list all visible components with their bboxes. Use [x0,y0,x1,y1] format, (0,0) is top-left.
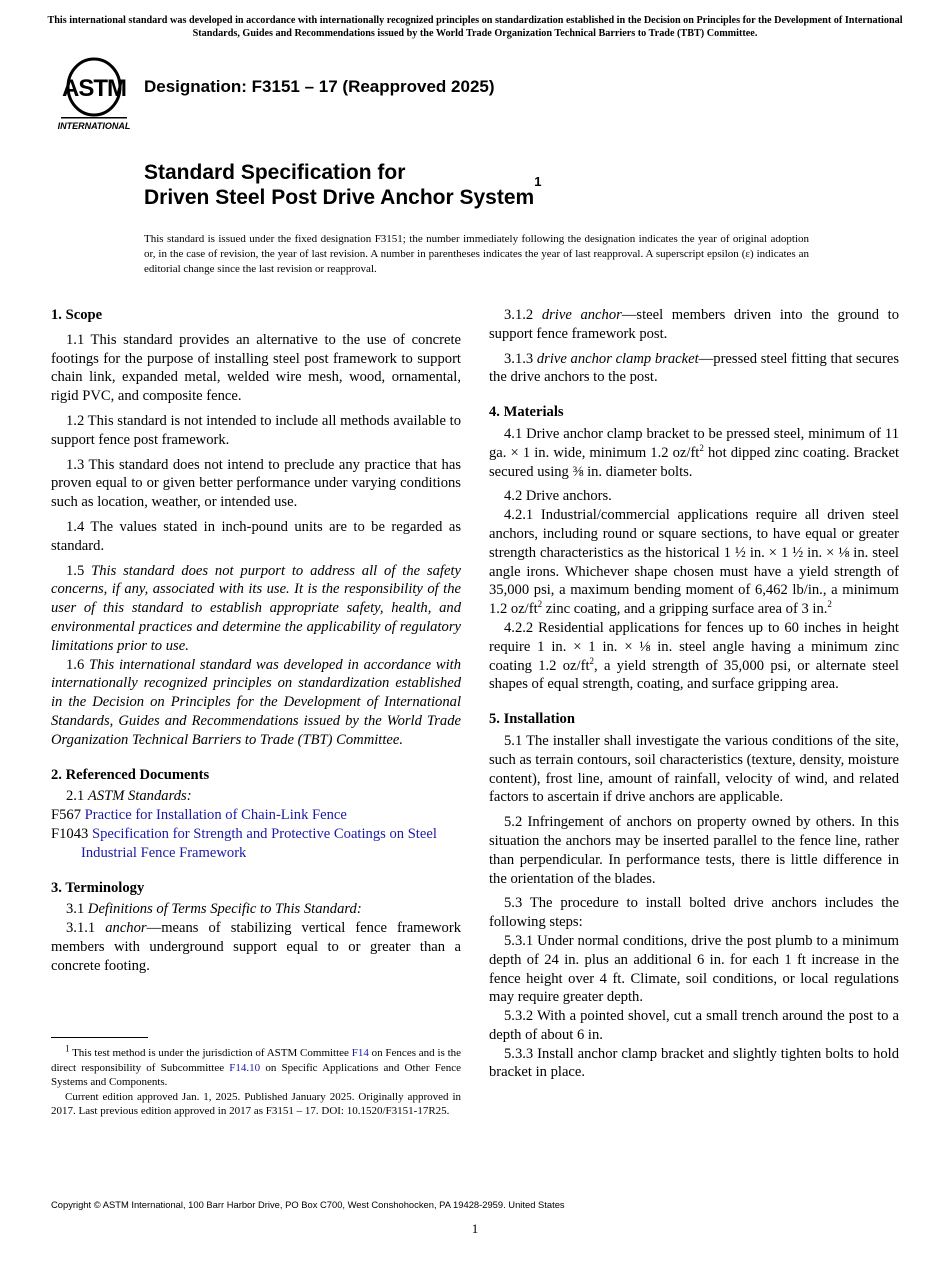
title-line-1: Standard Specification for [144,161,406,184]
paragraph-4-2-2: 4.2.2 Residential applications for fences up to 60 inches in height require 1 in. × 1 in. × ⅛ in. steel angle having a minimum zinc coating 1.2 $oz/ft^2$, a yield strength of 35,000 psi, or alternate steel shapes of equal strength, coating, and surface gripping area. [489,619,899,693]
left-column [51,306,461,976]
paragraph-4-2: 4.2 Drive anchors. [504,488,612,505]
designation: Designation: F3151 – 17 (Reapproved 2025) [144,77,495,96]
paragraph-5-1: 5.1 The installer shall investigate the various conditions of the site, such as terrain contours, soil characteristics (texture, density, moisture content), frost line, amount of rainfall, velocity of wind, and related factors to ascertain if drive anchors are applicable. [489,732,899,806]
committee-link-f14[interactable]: F14 [351,1047,369,1059]
footnotes [51,1043,462,1119]
footnote-divider [51,1037,148,1038]
title-footnote-ref: 1 [534,174,542,189]
reference-link-f1043[interactable]: Specification for Strength and Protective Coatings on Steel Industrial Fence Framework [81,825,437,861]
section-heading-terminology: 3. Terminology [51,879,145,896]
paragraph-3-1-1: 3.1.1 anchor—means of stabilizing vertical fence framework members with underground support equal to or greater than a concrete footing. [51,920,461,974]
section-heading-referenced: 2. Referenced Documents [51,766,210,783]
paragraph-4-2-1: 4.2.1 Industrial/commercial applications require all driven steel anchors, including round or square sections, to have equal or greater strength characteristics as the historical 1 ½ in. × 1 ½ in. × ⅛ in. steel angle irons. Whichever shape chosen must have a yield strength of 35,000 psi, a maximum bending moment of 6,462 lb/in., a minimum 1.2 $oz/ft^2$ zinc coating, and a gripping surface area of 3 in.$^2$ [489,507,899,618]
paragraph-3-1: 3.1 Definitions of Terms Specific to This Standard: [66,901,362,918]
paragraph-1-6: 1.6 This international standard was developed in accordance with internationally recognized principles on standardization established in the Decision on Principles for the Development of International Standards, Guides and Recommendations issued by the World Trade Organization Technical Barriers to Trade (TBT) Committee. [51,656,462,748]
paragraph-5-2: 5.2 Infringement of anchors on property owned by others. In this situation the anchors may be inserted parallel to the fence line, rather than perpendicular. In performance tests, there is little difference in the orientation of the blades. [489,814,899,887]
paragraph-5-3-3: 5.3.3 Install anchor clamp bracket and slightly tighten bolts to hold bracket in place. [489,1045,899,1081]
tbt-banner: This international standard was developed in accordance with internationally recognized principles on standardization established in the Decision on Principles for the Development of International Standards, Guides and Recommendations issued by the World Trade Organization Technical Barriers to Trade (TBT) Committee. [47,15,903,39]
astm-logo [53,57,135,131]
page-number: 1 [471,1221,479,1236]
paragraph-5-3: 5.3 The procedure to install bolted drive anchors includes the following steps: [489,895,899,931]
logo-label: INTERNATIONAL [57,121,131,131]
paragraph-1-3: 1.3 This standard does not intend to preclude any practice that has proven equal to or given better performance under varying conditions such as location, weather, or intended use. [51,456,461,511]
title-line-2: Driven Steel Post Drive Anchor System [144,186,535,209]
paragraph-3-1-2: 3.1.2 drive anchor—steel members driven into the ground to support fence framework post. [489,307,899,342]
issue-note: This standard is issued under the fixed designation F3151; the number immediately following the designation indicates the year of original adoption or, in the case of revision, the year of last revision. A number in parentheses indicates the year of last reapproval. A superscript epsilon (ε) indicates an editorial change since the last revision or reapproval. [144,233,809,275]
reference-link-f567[interactable]: Practice for Installation of Chain-Link Fence [84,807,347,824]
section-heading-materials: 4. Materials [489,404,564,421]
paragraph-2-1: 2.1 ASTM Standards: [66,788,192,805]
paragraph-1-1: 1.1 This standard provides an alternative to the use of concrete footings for the purpose of installing steel post framework to support chain link, expanded metal, welded wire mesh, wood, ornamental, rigid PVC, and composite fence. [51,331,461,405]
footnote-edition: Current edition approved Jan. 1, 2025. Published January 2025. Originally approved in 2017. Last previous edition approved in 2017 as F3151 – 17. DOI: 10.1520/F3151-17R25. [51,1090,461,1117]
paragraph-1-2: 1.2 This standard is not intended to include all methods available to support fence post framework. [51,412,461,448]
paragraph-5-3-2: 5.3.2 With a pointed shovel, cut a small trench around the post to a depth of about 6 in. [489,1008,899,1043]
paragraph-3-1-3: 3.1.3 drive anchor clamp bracket—pressed steel fitting that secures the drive anchors to the post. [489,350,899,386]
subcommittee-link-f14-10[interactable]: F14.10 [229,1061,261,1074]
section-heading-scope: 1. Scope [51,307,103,323]
footnote-1: $^1$ This test method is under the jurisdiction of ASTM Committee F14 on Fences and is the direct responsibility of Subcommittee F14.10 on Specific Applications and Other Fence Systems and Components. [51,1043,462,1088]
paragraph-4-1: 4.1 Drive anchor clamp bracket to be pressed steel, minimum of 11 ga. × 1 in. wide, minimum 1.2 $oz/ft^2$ hot dipped zinc coating. Bracket secured using ⅜ in. diameter bolts. [489,425,899,480]
footnote-ref-2: 2 [827,599,832,610]
right-column [489,306,899,1082]
document-title [144,160,541,210]
reference-f1043: F1043 Specification for Strength and Protective Coatings on Steel Industrial Fence Framework [51,825,437,861]
paragraph-1-4: 1.4 The values stated in inch-pound units are to be regarded as standard. [51,518,461,554]
paragraph-1-5: 1.5 This standard does not purport to address all of the safety concerns, if any, associated with its use. It is the responsibility of the user of this standard to establish appropriate safety, health, and environmental practices and determine the applicability of regulatory limitations prior to use. [51,562,461,654]
copyright: Copyright © ASTM International, 100 Barr Harbor Drive, PO Box C700, West Conshohocken, PA 19428-2959. United States [51,1199,565,1210]
section-heading-installation: 5. Installation [489,711,575,728]
reference-f567: F567 Practice for Installation of Chain-Link Fence [51,807,347,824]
logo-mark: ASTM [62,75,126,102]
paragraph-5-3-1: 5.3.1 Under normal conditions, drive the post plumb to a minimum depth of 24 in. plus an additional 6 in. for each 1 ft increase in the fence height over 4 ft. Climate, soil conditions, or local regulations may require greater depth. [489,932,899,1006]
